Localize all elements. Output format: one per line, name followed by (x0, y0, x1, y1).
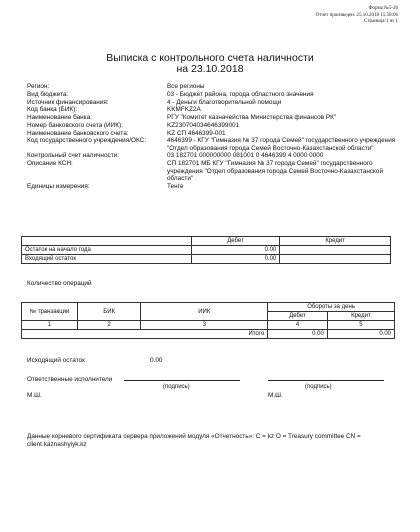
info-label: Регион: (27, 83, 50, 90)
info-row-control-account (27, 152, 397, 159)
balance-table (21, 236, 391, 264)
total-debit: 0.00 (268, 330, 328, 339)
signature-caption: (подпись) (163, 384, 190, 390)
info-row-units (27, 183, 397, 190)
info-value: РГУ "Комитет казначейства Министерства финансов РК" (167, 114, 337, 121)
info-row-account-number (27, 122, 397, 129)
closing-balance-label: Исходящий остаток (27, 357, 85, 364)
info-label: Единицы измерения: (27, 182, 90, 190)
header-turnover: Обороты за день (268, 303, 395, 312)
info-label: Источник финансирования: (27, 98, 109, 106)
info-value: СП 182701 МБ КГУ "Гимназия № 37 города Семей" государственного учреждения "Отдел образования города Семей Восточно-Казахстанской области" (167, 160, 384, 182)
credit-cell (280, 246, 391, 255)
column-index: 2 (77, 321, 140, 330)
info-label: Код банка (БИК): (27, 106, 78, 114)
info-label: Код государственного учреждения/ОКС: (27, 137, 146, 145)
debit-cell: 0.00 (191, 255, 280, 264)
info-label: Контрольный счет наличности: (27, 152, 119, 160)
header-cell: Дебет (191, 237, 280, 246)
info-value: Все регионы (167, 83, 205, 90)
operations-count-label: Количество операций (27, 280, 92, 287)
info-value: 4 - Деньги благотворительной помощи (167, 98, 282, 106)
form-number: Форма №5-20 (368, 6, 398, 11)
info-value: KKMFKZ2A (167, 106, 201, 114)
info-label: Вид бюджета: (27, 90, 69, 98)
page-counter: Страница:1 из 1 (363, 19, 398, 25)
row-label: Входящий остаток (22, 255, 192, 264)
stamp-place: М.Ш. (268, 392, 283, 399)
header-transaction-number: № транзакции (22, 303, 78, 321)
info-row-funding-source (27, 99, 397, 106)
header-cell: Кредит (280, 237, 391, 246)
document-title: Выписка с контрольного счета наличности (106, 52, 314, 64)
column-index: 4 (268, 321, 328, 330)
info-block (27, 83, 397, 190)
info-value: 4646399 - КГУ "Гимназия № 37 города Семей" государственного учреждения "Отдел образования города Семей Восточно-Казахстанской области" (167, 137, 396, 152)
report-meta (316, 6, 398, 26)
info-label: Наименование банковского счета: (27, 129, 129, 137)
info-row-ksn-description (27, 160, 397, 182)
header-debit: Дебет (268, 312, 328, 321)
info-value: KZ230704034646399001 (167, 121, 240, 129)
header-credit: Кредит (327, 312, 394, 321)
info-value: 03 - Бюджет района, города областного значения (167, 90, 314, 98)
debit-cell: 0.00 (191, 246, 280, 255)
header-bik: БИК (77, 303, 140, 321)
signature-line (268, 380, 384, 381)
info-row-budget-type (27, 91, 397, 98)
report-produced: Отчет произведен: 25.10.2018 15:58:06 (315, 12, 398, 18)
stamp-place: М.Ш. (27, 392, 42, 399)
info-row-bank-name (27, 114, 397, 121)
document-date: на 23.10.2018 (176, 63, 244, 75)
column-index: 3 (141, 321, 268, 330)
total-credit: 0.00 (327, 330, 394, 339)
column-index: 1 (22, 321, 78, 330)
table-row (22, 246, 391, 255)
info-value: KZ СП 4646399-001 (167, 129, 226, 137)
table-header-row (22, 237, 391, 246)
info-value: 03 182701 000000000 081001 0 4646399 4 0000 0000 (167, 152, 324, 160)
column-index-row (22, 321, 395, 330)
signature-caption: (подпись) (305, 384, 332, 390)
table-header-row (22, 303, 395, 312)
info-value: Тенге (167, 182, 184, 190)
credit-cell (280, 255, 391, 264)
total-row (22, 330, 395, 339)
info-label: Наименование банка: (27, 114, 92, 121)
header-iik: ИИК (141, 303, 268, 321)
responsible-label: Ответственные исполнители (27, 376, 113, 383)
signature-line (124, 380, 240, 381)
column-index: 5 (327, 321, 394, 330)
info-label: Описание КСН: (27, 160, 73, 168)
total-label: Итого (22, 330, 268, 339)
info-row-institution-code (27, 137, 397, 152)
closing-balance-value: 0.00 (150, 357, 163, 364)
info-row-bank-code (27, 106, 397, 113)
operations-table (21, 302, 395, 339)
info-label: Номер банковского счета (ИИК): (27, 121, 123, 129)
header-cell (22, 237, 192, 246)
info-row-account-name (27, 130, 397, 137)
certificate-note: Данные корневого сертификата сервера приложений модуля «Отчетность»: C = kz O = Treasury committee CN = client.kaznashyiyk.kz (27, 433, 361, 448)
info-row-region (27, 83, 397, 90)
row-label: Остаток на начало года (22, 246, 192, 255)
table-row (22, 255, 391, 264)
